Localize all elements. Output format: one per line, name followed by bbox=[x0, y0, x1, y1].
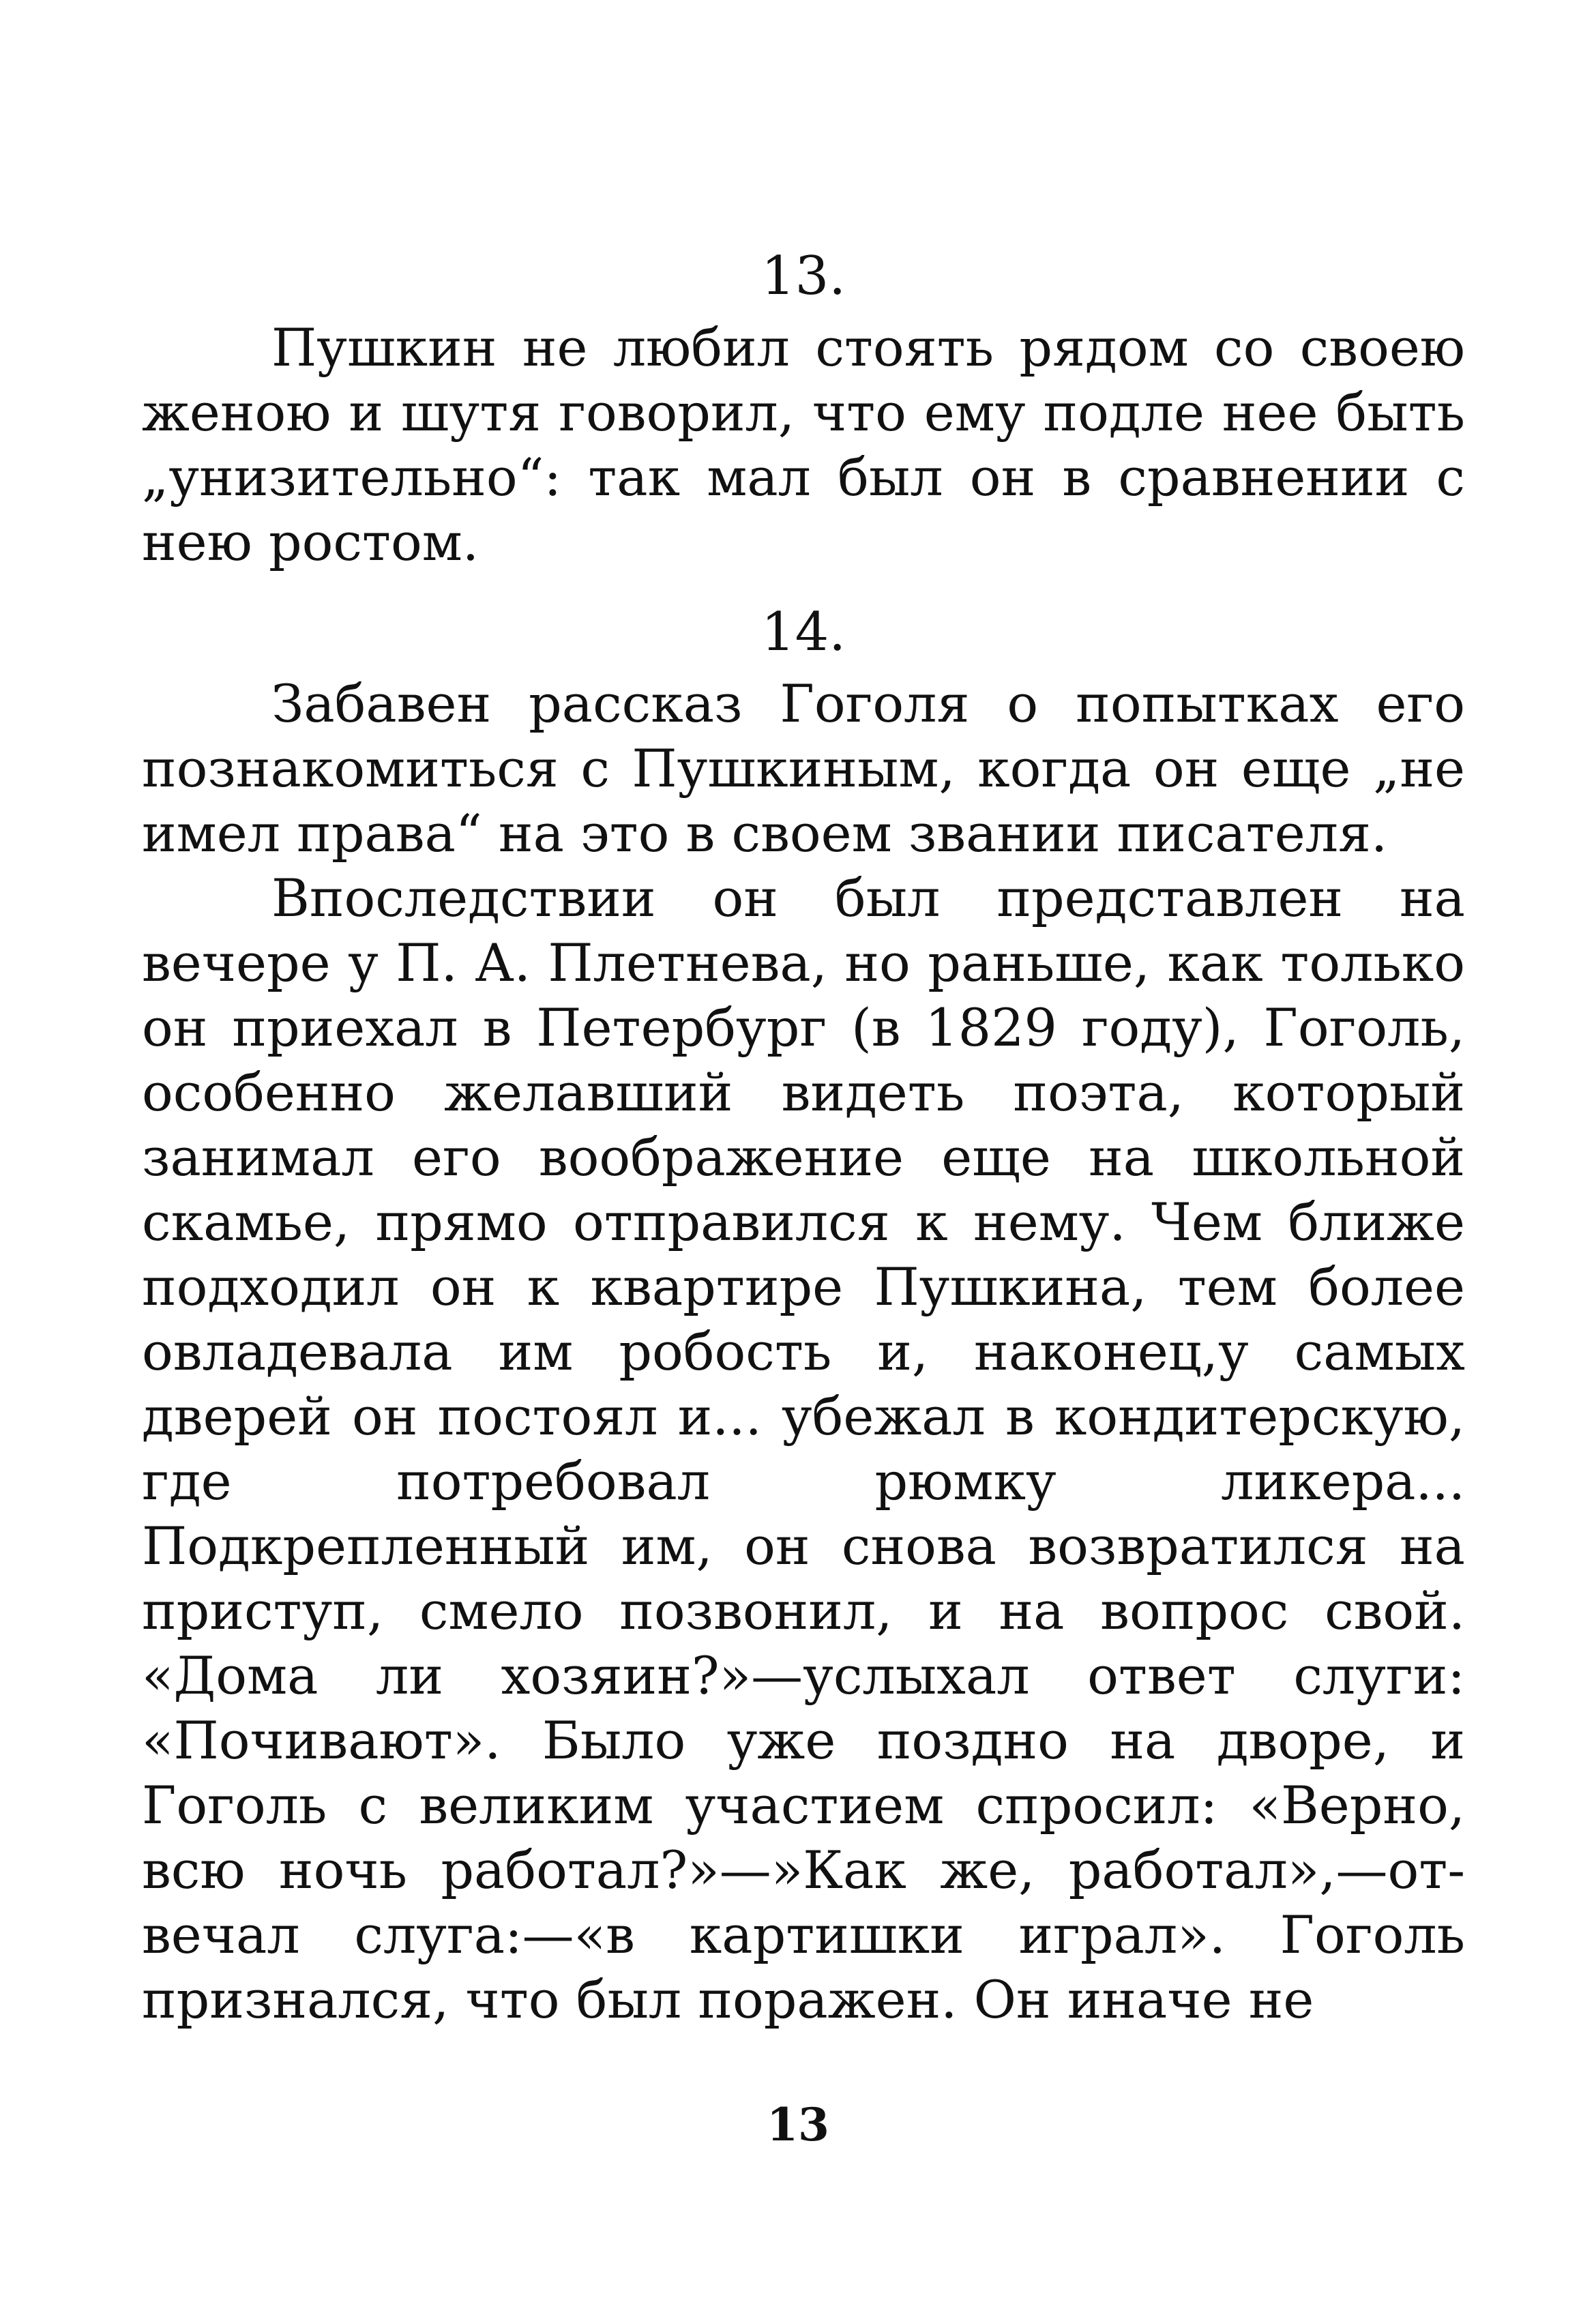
section-number-13: 13. bbox=[760, 246, 846, 307]
paragraph-13-1: Пушкин не любил стоять рядом со своею женою и шутя говорил, что ему подле нее быть „унизительно“: так мал был он в сравнении с нею ростом. bbox=[142, 317, 1465, 572]
section-number-14: 14. bbox=[760, 602, 846, 663]
paragraph-14-2: Впоследствии он был представлен на вечере у П. А. Плетнева, но раньше, как только он приехал в Петербург (в 1829 году), Гоголь, особенно желавший видеть поэта, который занимал его воображение еще на школьной скамье, прямо отправился к нему. Чем ближе подходил он к квартире Пушкина, тем более овладевала им робость и, наконец,у самых дверей он постоял и... убежал в кондитерскую, где потребовал рюмку ликера... Подкрепленный им, он снова возвратился на приступ, смело позвонил, и на вопрос свой. «Дома ли хозяин?»—услыхал ответ слуги: «Почивают». Было уже поздно на дворе, и Гоголь с великим участием спросил: «Верно, всю ночь работал?»—»Как же, работал»,—отвечал слуга:—«в картишки играл». Гоголь признался, что был поражен. Он иначе не bbox=[142, 868, 1465, 2030]
paragraph-14-1: Забавен рассказ Гоголя о попытках его познакомиться с Пушкиным, когда он еще „не имел права“ на это в своем звании писателя. bbox=[142, 673, 1465, 864]
page-body bbox=[142, 246, 1465, 2032]
page-number: 13 bbox=[767, 2098, 829, 2151]
